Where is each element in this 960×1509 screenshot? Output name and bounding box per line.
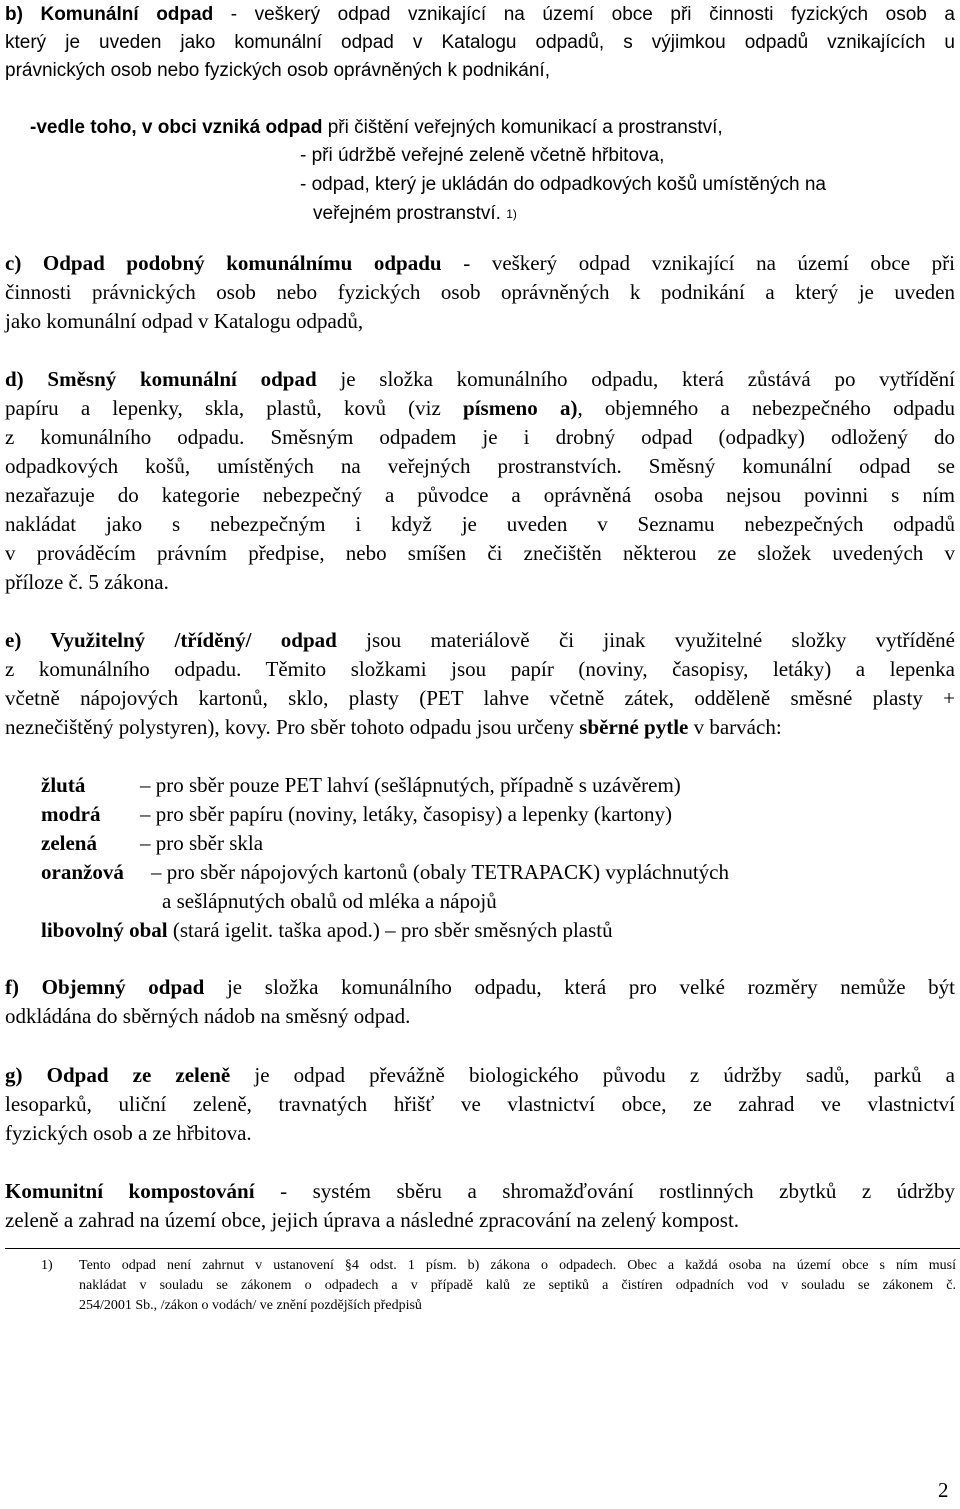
para-e-line-3: včetně nápojových kartonů, sklo, plasty (PET lahve včetně zátek, odděleně směsné plasty + [5, 686, 955, 710]
bag-color: žlutá [41, 773, 86, 797]
para-e-line-2: z komunálního odpadu. Těmito složkami jsou papír (noviny, časopisy, letáky) a lepenka [5, 657, 955, 681]
para-g-line-3: fyzických osob a ze hřbitova. [5, 1121, 252, 1145]
para-b-label: b) Komunální odpad [5, 4, 214, 25]
footnote-divider [5, 1248, 960, 1249]
para-f-line-1: f) Objemný odpad je složka komunálního odpadu, která pro velké rozměry nemůže být [5, 975, 956, 999]
bag-desc: – pro sběr skla [140, 831, 264, 855]
sub-line-2: - při údržbě veřejné zeleně včetně hřbitova, [300, 145, 665, 166]
bag-color: modrá [41, 802, 101, 826]
para-c-term: Odpad podobný komunálnímu odpadu [42, 251, 442, 275]
para-d-term: d) Směsný komunální odpad [5, 367, 317, 391]
para-c-line-3: jako komunální odpad v Katalogu odpadů, [5, 309, 364, 333]
para-d-line-7: v prováděcím právním předpise, nebo smíšen či znečištěn některou ze složek uvedených v [5, 541, 955, 565]
bag-desc-continued: a sešlápnutých obalů od mléka a nápojů [162, 889, 497, 913]
para-e-term: e) Využitelný /tříděný/ odpad [5, 628, 337, 652]
bag-desc: – pro sběr papíru (noviny, letáky, časopisy) a lepenky (kartony) [140, 802, 673, 826]
bag-row-any: libovolný obal (stará igelit. taška apod.) – pro sběr směsných plastů [41, 918, 613, 942]
para-kompost-line-1: Komunitní kompostování - systém sběru a shromažďování rostlinných zbytků z údržby [5, 1179, 955, 1203]
para-b-line-3: právnických osob nebo fyzických osob oprávněných k podnikání, [5, 60, 550, 81]
para-d-line-3: z komunálního odpadu. Směsným odpadem je i drobný odpad (odpadky) odložený do [5, 425, 955, 449]
bag-color: oranžová [41, 860, 124, 884]
para-f-term: f) Objemný odpad [5, 975, 205, 999]
para-b-line-1: b) Komunální odpad - veškerý odpad vznikající na území obce při činnosti fyzických osob a [5, 4, 955, 25]
para-d-line-4: odpadkových košů, umístěných na veřejných prostranstvích. Směsný komunální odpad se [5, 454, 955, 478]
sub-line-1: -vedle toho, v obci vzniká odpad při čištění veřejných komunikací a prostranství, [30, 117, 723, 138]
para-kompost-line-2: zeleně a zahrad na území obce, jejich úprava a následné zpracování na zelený kompost. [5, 1208, 740, 1232]
footnote-line-1: Tento odpad není zahrnut v ustanovení §4 odst. 1 písm. b) zákona o odpadech. Obec a každá osoba na území obce s ním musí [79, 1258, 956, 1273]
para-e-line-1: e) Využitelný /tříděný/ odpad jsou materiálově či jinak využitelné složky vytříděné [5, 628, 955, 652]
footnote-number: 1) [41, 1258, 53, 1273]
para-d-line-1: d) Směsný komunální odpad je složka komunálního odpadu, která zůstává po vytřídění [5, 367, 955, 391]
para-g-line-2: lesoparků, uliční zeleně, travnatých hřišť ve vlastnictví obce, ze zahrad ve vlastnictví [5, 1092, 955, 1116]
para-g-line-1: g) Odpad ze zeleně je odpad převážně biologického původu z údržby sadů, parků a [5, 1063, 955, 1087]
para-b-line-2: který je uveden jako komunální odpad v Katalogu odpadů, s výjimkou odpadů vznikajících u [5, 32, 955, 53]
sub-line-4: veřejném prostranství. 1) [313, 203, 517, 224]
bag-desc: – pro sběr nápojových kartonů (obaly TETRAPACK) vypláchnutých [151, 860, 729, 884]
bag-desc: – pro sběr pouze PET lahví (sešlápnutých, případně s uzávěrem) [140, 773, 681, 797]
footnote-line-2: nakládat v souladu se zákonem o odpadech a v případě kalů ze septiků a čistíren odpadních vod v souladu se zákonem č. [79, 1278, 956, 1293]
para-e-line-4: neznečištěný polystyren), kovy. Pro sběr tohoto odpadu jsou určeny sběrné pytle v barvách: [5, 715, 782, 739]
footnote-ref: 1) [506, 207, 517, 221]
para-g-term: g) Odpad ze zeleně [5, 1063, 231, 1087]
page-number: 2 [938, 1478, 949, 1502]
bag-color: libovolný obal [41, 918, 168, 942]
para-d-line-5: nezařazuje do kategorie nebezpečný a původce a oprávněná osoba nejsou povinni s ním [5, 483, 955, 507]
para-c-line-1: c) Odpad podobný komunálnímu odpadu - veškerý odpad vznikající na území obce při [5, 251, 955, 275]
para-d-line-8: příloze č. 5 zákona. [5, 570, 169, 594]
para-d-line-6: nakládat jako s nebezpečným i když je uveden v Seznamu nebezpečných odpadů [5, 512, 955, 536]
footnote-line-3: 254/2001 Sb., /zákon o vodách/ ve znění pozdějších předpisů [79, 1298, 422, 1313]
sub-line-3: - odpad, který je ukládán do odpadkových košů umístěných na [300, 174, 826, 195]
bag-color: zelená [41, 831, 97, 855]
para-kompost-term: Komunitní kompostování [5, 1179, 255, 1203]
para-d-line-2: papíru a lepenky, skla, plastů, kovů (viz písmeno a), objemného a nebezpečného odpadu [5, 396, 955, 420]
para-c-line-2: činnosti právnických osob nebo fyzických osob oprávněných k podnikání a který je uveden [5, 280, 955, 304]
para-f-line-2: odkládána do sběrných nádob na směsný odpad. [5, 1004, 411, 1028]
